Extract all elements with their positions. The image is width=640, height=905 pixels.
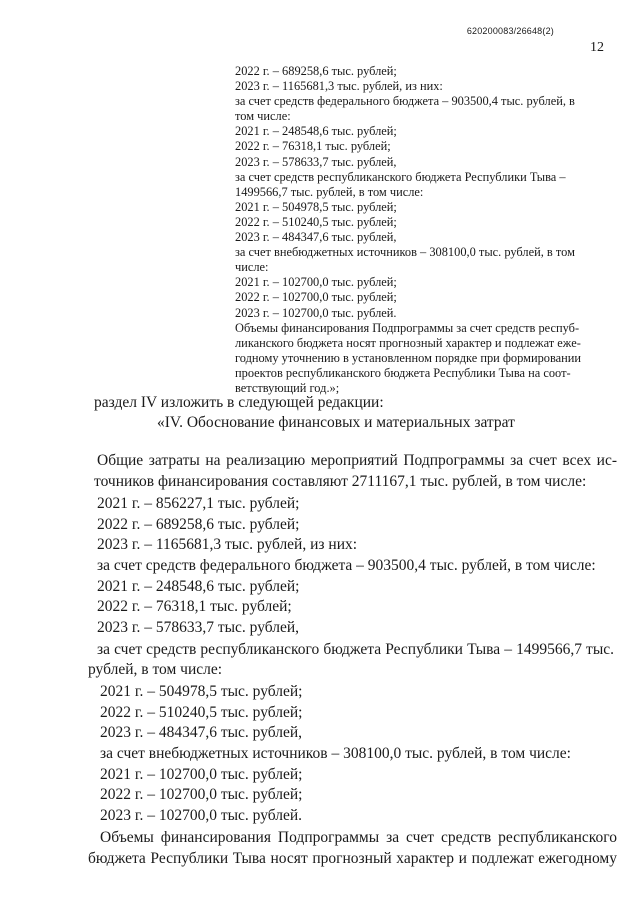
section-title: «IV. Обоснование финансовых и материальных затрат	[157, 414, 515, 431]
quoted-line: 2023 г. – 484347,6 тыс. рублей,	[235, 230, 397, 245]
body-line: 2022 г. – 102700,0 тыс. рублей;	[100, 786, 303, 803]
quoted-line: 2021 г. – 248548,6 тыс. рублей;	[235, 124, 397, 139]
body-line: Объемы финансирования Подпрограммы за счет средств республиканского	[100, 829, 617, 846]
quoted-line: 2022 г. – 102700,0 тыс. рублей;	[235, 290, 397, 305]
quoted-line: ветствующий год.»;	[235, 380, 340, 395]
quoted-line: проектов республиканского бюджета Республики Тыва на соот-	[235, 365, 571, 380]
body-line: 2021 г. – 856227,1 тыс. рублей;	[97, 495, 300, 512]
body-line: 2021 г. – 102700,0 тыс. рублей;	[100, 766, 303, 783]
quoted-line: годному уточнению в установленном порядке при формировании	[235, 350, 582, 365]
quoted-line: 2022 г. – 689258,6 тыс. рублей;	[235, 64, 397, 78]
quoted-line: 1499566,7 тыс. рублей, в том числе:	[235, 184, 424, 199]
body-line: за счет средств республиканского бюджета Республики Тыва – 1499566,7 тыс.	[97, 641, 614, 658]
body-line: за счет внебюджетных источников – 308100,0 тыс. рублей, в том числе:	[100, 745, 571, 762]
document-id: 620200083/26648(2)	[466, 26, 554, 36]
quoted-line: 2022 г. – 76318,1 тыс. рублей;	[235, 139, 391, 154]
quoted-line: 2021 г. – 504978,5 тыс. рублей;	[235, 199, 397, 214]
quoted-line: за счет средств федерального бюджета – 903500,4 тыс. рублей, в	[235, 94, 575, 109]
quoted-line: за счет средств республиканского бюджета Республики Тыва –	[235, 169, 566, 184]
body-line: 2023 г. – 578633,7 тыс. рублей,	[97, 619, 300, 636]
page-number: 12	[590, 40, 604, 55]
body-line: 2021 г. – 248548,6 тыс. рублей;	[97, 578, 300, 595]
quoted-line: Объемы финансирования Подпрограммы за счет средств респуб-	[235, 320, 580, 335]
quoted-funding-block	[235, 64, 605, 396]
body-line: 2023 г. – 102700,0 тыс. рублей.	[100, 807, 303, 824]
body-line: 2021 г. – 504978,5 тыс. рублей;	[100, 683, 303, 700]
quoted-line: ликанского бюджета носят прогнозный характер и подлежат еже-	[235, 335, 581, 350]
body-line: Общие затраты на реализацию мероприятий Подпрограммы за счет всех ис-	[97, 452, 617, 469]
quoted-line: 2021 г. – 102700,0 тыс. рублей;	[235, 275, 397, 290]
body-line: 2022 г. – 689258,6 тыс. рублей;	[97, 516, 300, 533]
body-line: 2022 г. – 76318,1 тыс. рублей;	[97, 598, 292, 615]
body-line: 2022 г. – 510240,5 тыс. рублей;	[100, 704, 303, 721]
body-line: 2023 г. – 1165681,3 тыс. рублей, из них:	[97, 536, 358, 553]
quoted-line: 2023 г. – 1165681,3 тыс. рублей, из них:	[235, 79, 443, 94]
quoted-line: числе:	[235, 260, 269, 275]
body-line: бюджета Республики Тыва носят прогнозный характер и подлежат ежегодному	[88, 850, 617, 867]
body-line: за счет средств федерального бюджета – 903500,4 тыс. рублей, в том числе:	[97, 557, 596, 574]
section-intro: раздел IV изложить в следующей редакции:	[94, 394, 384, 411]
body-line: 2023 г. – 484347,6 тыс. рублей,	[100, 724, 303, 741]
quoted-line: 2023 г. – 578633,7 тыс. рублей,	[235, 154, 397, 169]
body-line: рублей, в том числе:	[88, 661, 223, 678]
quoted-line: 2022 г. – 510240,5 тыс. рублей;	[235, 214, 397, 229]
quoted-line: том числе:	[235, 109, 291, 124]
quoted-line: 2023 г. – 102700,0 тыс. рублей.	[235, 305, 397, 320]
quoted-line: за счет внебюджетных источников – 308100,0 тыс. рублей, в том	[235, 245, 575, 260]
body-line: точников финансирования составляют 2711167,1 тыс. рублей, в том числе:	[94, 473, 587, 490]
